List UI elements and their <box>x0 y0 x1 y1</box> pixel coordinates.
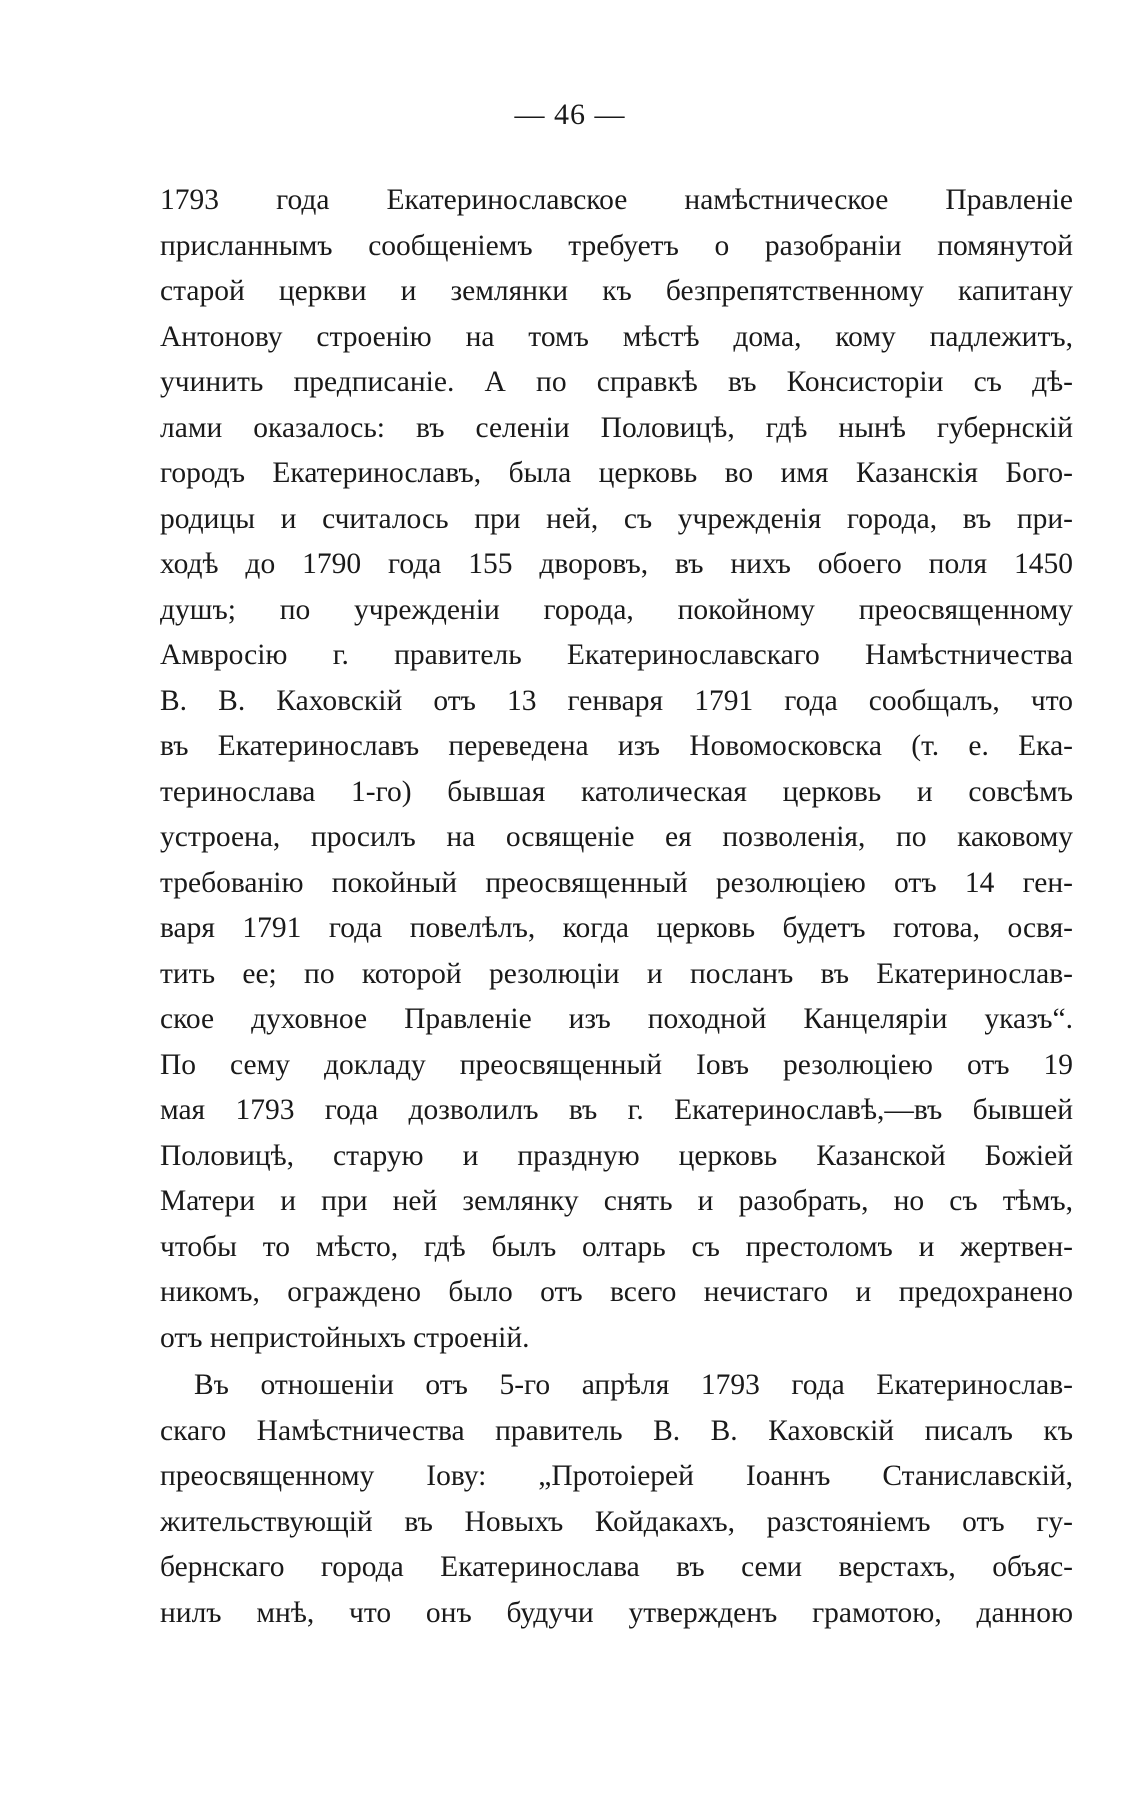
text-line: По сему докладу преосвященный Іовъ резолюціею отъ 19 <box>160 1048 1073 1081</box>
text-line: городъ Екатеринославъ, была церковь во имя Казанскія Бого- <box>160 457 1073 489</box>
text-line: чтобы то мѣсто, гдѣ былъ олтарь съ престоломъ и жертвен- <box>160 1230 1073 1263</box>
text-line: Въ отношеніи отъ 5-го апрѣля 1793 года Екатеринослав- <box>194 1369 1073 1401</box>
text-line: душъ; по учрежденіи города, покойному преосвященному <box>160 593 1073 626</box>
text-line: тить ее; по которой резолюціи и посланъ въ Екатеринослав- <box>160 957 1073 990</box>
text-line: учинить предписаніе. А по справкѣ въ Консисторіи съ дѣ- <box>160 366 1073 398</box>
text-line: В. В. Каховскій отъ 13 генваря 1791 года сообщалъ, что <box>160 684 1073 717</box>
text-line: Амвросію г. правитель Екатеринославскаго Намѣстничества <box>160 639 1073 671</box>
text-line: присланнымъ сообщеніемъ требуетъ о разобраніи помянутой <box>160 229 1073 262</box>
text-line: Половицѣ, старую и праздную церковь Казанской Божіей <box>160 1139 1073 1172</box>
text-line: старой церкви и землянки къ безпрепятственному капитану <box>160 275 1073 307</box>
text-line: никомъ, ограждено было отъ всего нечистаго и предохранено <box>160 1276 1073 1308</box>
text-line: Антонову строенію на томъ мѣстѣ дома, кому падлежитъ, <box>160 320 1073 353</box>
text-line: жительствующій въ Новыхъ Койдакахъ, разстояніемъ отъ гу- <box>160 1505 1073 1538</box>
text-line: лами оказалось: въ селеніи Половицѣ, гдѣ нынѣ губернскій <box>160 411 1073 444</box>
paragraph-1 <box>160 178 1073 1361</box>
text-line: въ Екатеринославъ переведена изъ Новомосковска (т. е. Ека- <box>160 730 1073 762</box>
text-line: теринослава 1-го) бывшая католическая церковь и совсѣмъ <box>160 775 1073 808</box>
text-line: 1793 года Екатеринославское намѣстническое Правленіе <box>160 184 1073 216</box>
text-line: скаго Намѣстничества правитель В. В. Каховскій писалъ къ <box>160 1414 1073 1447</box>
text-line: нилъ мнѣ, что онъ будучи утвержденъ грамотою, данною <box>160 1596 1073 1629</box>
text-line: варя 1791 года повелѣлъ, когда церковь будетъ готова, освя- <box>160 912 1073 944</box>
paragraph-2 <box>160 1363 1073 1636</box>
text-line: бернскаго города Екатеринослава въ семи верстахъ, объяс- <box>160 1551 1073 1583</box>
text-line: родицы и считалось при ней, съ учрежденія города, въ при- <box>160 502 1073 535</box>
text-line: ское духовное Правленіе изъ походной Канцеляріи указъ“. <box>160 1003 1073 1035</box>
text-line: отъ непристойныхъ строеній. <box>160 1321 530 1354</box>
text-line: устроена, просилъ на освященіе ея позволенія, по каковому <box>160 821 1073 853</box>
page-number: — 46 — <box>514 98 626 131</box>
text-line: ходѣ до 1790 года 155 дворовъ, въ нихъ обоего поля 1450 <box>160 548 1073 580</box>
text-line: требованію покойный преосвященный резолюціею отъ 14 ген- <box>160 866 1073 899</box>
text-line: Матери и при ней землянку снять и разобрать, но съ тѣмъ, <box>160 1185 1073 1217</box>
text-line: мая 1793 года дозволилъ въ г. Екатеринославѣ,—въ бывшей <box>160 1094 1073 1126</box>
text-line: преосвященному Іову: „Протоіерей Іоаннъ Станиславскій, <box>160 1460 1073 1492</box>
